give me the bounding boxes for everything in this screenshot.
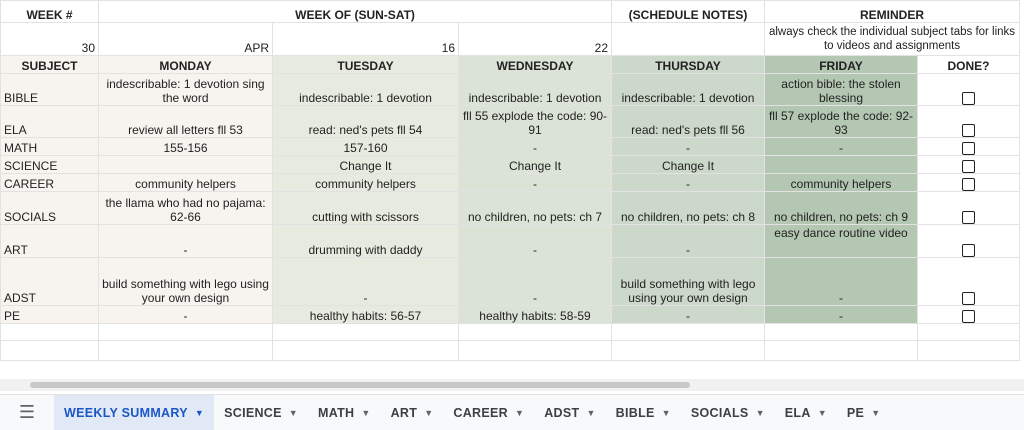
- tab-label: ELA: [784, 405, 811, 420]
- checkbox-icon[interactable]: [962, 178, 975, 191]
- caret-down-icon[interactable]: ▼: [755, 407, 765, 418]
- tab-bible[interactable]: [606, 395, 681, 430]
- tuesday-cell[interactable]: drumming with daddy: [273, 225, 459, 258]
- schedule-notes-cell[interactable]: [612, 23, 765, 56]
- friday-cell[interactable]: -: [765, 138, 918, 156]
- tuesday-cell[interactable]: -: [273, 258, 459, 306]
- tab-label: WEEKLY SUMMARY: [64, 405, 188, 420]
- week-of-label[interactable]: WEEK OF (SUN-SAT): [99, 1, 612, 23]
- caret-down-icon[interactable]: ▼: [586, 407, 596, 418]
- week-label[interactable]: WEEK #: [1, 1, 99, 23]
- col-header-wednesday[interactable]: WEDNESDAY: [459, 56, 612, 74]
- wednesday-cell[interactable]: Change It: [459, 156, 612, 174]
- col-header-tuesday[interactable]: TUESDAY: [273, 56, 459, 74]
- thursday-cell[interactable]: -: [612, 174, 765, 192]
- empty-cell[interactable]: [612, 324, 765, 341]
- caret-down-icon[interactable]: ▼: [361, 407, 371, 418]
- thursday-cell[interactable]: Change It: [612, 156, 765, 174]
- subject-cell[interactable]: BIBLE: [1, 74, 99, 106]
- table-row: [1, 138, 1020, 156]
- subject-cell[interactable]: CAREER: [1, 174, 99, 192]
- tab-ela[interactable]: [775, 395, 837, 430]
- monday-cell[interactable]: indescribable: 1 devotion sing the word: [99, 74, 273, 106]
- caret-down-icon[interactable]: ▼: [288, 407, 298, 418]
- reminder-text-cell[interactable]: always check the individual subject tabs for links to videos and assignments: [765, 23, 1020, 56]
- tab-math[interactable]: [308, 395, 381, 430]
- checkbox-icon[interactable]: [962, 142, 975, 155]
- col-header-monday[interactable]: MONDAY: [99, 56, 273, 74]
- done-cell[interactable]: [918, 225, 1020, 258]
- caret-down-icon[interactable]: ▼: [194, 407, 205, 418]
- subject-cell[interactable]: MATH: [1, 138, 99, 156]
- wednesday-cell[interactable]: -: [459, 174, 612, 192]
- thursday-cell[interactable]: no children, no pets: ch 8: [612, 192, 765, 225]
- tab-label: BIBLE: [615, 405, 655, 420]
- thursday-cell[interactable]: -: [612, 306, 765, 324]
- empty-cell[interactable]: [459, 324, 612, 341]
- monday-cell[interactable]: build something with lego using your own design: [99, 258, 273, 306]
- wednesday-cell[interactable]: no children, no pets: ch 7: [459, 192, 612, 225]
- checkbox-icon[interactable]: [962, 124, 975, 137]
- friday-cell[interactable]: action bible: the stolen blessing: [765, 74, 918, 106]
- wednesday-cell[interactable]: -: [459, 138, 612, 156]
- wednesday-cell[interactable]: fll 55 explode the code: 90-91: [459, 106, 612, 138]
- empty-cell[interactable]: [273, 324, 459, 341]
- wednesday-cell[interactable]: -: [459, 225, 612, 258]
- friday-cell[interactable]: easy dance routine video: [765, 225, 918, 258]
- tab-label: CAREER: [453, 405, 508, 420]
- subject-cell[interactable]: ELA: [1, 106, 99, 138]
- thursday-cell[interactable]: -: [612, 138, 765, 156]
- checkbox-icon[interactable]: [962, 292, 975, 305]
- table-row: [1, 106, 1020, 138]
- table-row: [1, 174, 1020, 192]
- col-header-friday[interactable]: FRIDAY: [765, 56, 918, 74]
- friday-cell[interactable]: [765, 156, 918, 174]
- end-day-cell[interactable]: 22: [459, 23, 612, 56]
- monday-cell[interactable]: community helpers: [99, 174, 273, 192]
- empty-cell[interactable]: [612, 341, 765, 361]
- tuesday-cell[interactable]: healthy habits: 56-57: [273, 306, 459, 324]
- tuesday-cell[interactable]: indescribable: 1 devotion: [273, 74, 459, 106]
- done-cell[interactable]: [918, 258, 1020, 306]
- thursday-cell[interactable]: read: ned's pets fll 56: [612, 106, 765, 138]
- friday-cell[interactable]: -: [765, 258, 918, 306]
- empty-cell[interactable]: [765, 341, 918, 361]
- tab-adst[interactable]: [534, 395, 605, 430]
- table-row: [1, 258, 1020, 306]
- monday-cell[interactable]: review all letters fll 53: [99, 106, 273, 138]
- tuesday-cell[interactable]: community helpers: [273, 174, 459, 192]
- month-cell[interactable]: APR: [99, 23, 273, 56]
- done-cell[interactable]: [918, 174, 1020, 192]
- tab-label: ART: [390, 405, 418, 420]
- checkbox-icon[interactable]: [962, 310, 975, 323]
- done-cell[interactable]: [918, 156, 1020, 174]
- wednesday-cell[interactable]: indescribable: 1 devotion: [459, 74, 612, 106]
- monday-cell[interactable]: -: [99, 225, 273, 258]
- thursday-cell[interactable]: build something with lego using your own design: [612, 258, 765, 306]
- scrollbar-thumb[interactable]: [30, 382, 690, 388]
- checkbox-icon[interactable]: [962, 160, 975, 173]
- tab-science[interactable]: [214, 395, 308, 430]
- empty-cell[interactable]: [459, 341, 612, 361]
- empty-cell[interactable]: [918, 324, 1020, 341]
- tab-label: SOCIALS: [690, 405, 749, 420]
- tab-label: PE: [846, 405, 865, 420]
- monday-cell[interactable]: [99, 156, 273, 174]
- monday-cell[interactable]: the llama who had no pajama: 62-66: [99, 192, 273, 225]
- done-cell[interactable]: [918, 306, 1020, 324]
- empty-cell[interactable]: [273, 341, 459, 361]
- tuesday-cell[interactable]: read: ned's pets fll 54: [273, 106, 459, 138]
- monday-cell[interactable]: -: [99, 306, 273, 324]
- wednesday-cell[interactable]: -: [459, 258, 612, 306]
- tuesday-cell[interactable]: Change It: [273, 156, 459, 174]
- caret-down-icon[interactable]: ▼: [661, 407, 671, 418]
- done-cell[interactable]: [918, 74, 1020, 106]
- week-number-cell[interactable]: 30: [1, 23, 99, 56]
- start-day-cell[interactable]: 16: [273, 23, 459, 56]
- tab-art[interactable]: [381, 395, 444, 430]
- tab-pe[interactable]: [837, 395, 891, 430]
- done-cell[interactable]: [918, 192, 1020, 225]
- hamburger-icon[interactable]: ☰: [18, 402, 36, 422]
- col-header-done[interactable]: DONE?: [918, 56, 1020, 74]
- col-header-subject[interactable]: SUBJECT: [1, 56, 99, 74]
- subject-cell[interactable]: ADST: [1, 258, 99, 306]
- subject-cell[interactable]: PE: [1, 306, 99, 324]
- checkbox-icon[interactable]: [962, 244, 975, 257]
- tab-label: MATH: [318, 405, 355, 420]
- tab-label: ADST: [544, 405, 580, 420]
- subject-cell[interactable]: SCIENCE: [1, 156, 99, 174]
- empty-cell[interactable]: [918, 341, 1020, 361]
- subject-cell[interactable]: SOCIALS: [1, 192, 99, 225]
- tuesday-cell[interactable]: 157-160: [273, 138, 459, 156]
- caret-down-icon[interactable]: ▼: [871, 407, 881, 418]
- empty-cell[interactable]: [99, 324, 273, 341]
- empty-cell[interactable]: [1, 324, 99, 341]
- empty-cell[interactable]: [765, 324, 918, 341]
- schedule-notes-label[interactable]: (SCHEDULE NOTES): [612, 1, 765, 23]
- checkbox-icon[interactable]: [962, 211, 975, 224]
- table-row: [1, 225, 1020, 258]
- thursday-cell[interactable]: indescribable: 1 devotion: [612, 74, 765, 106]
- done-cell[interactable]: [918, 106, 1020, 138]
- empty-cell[interactable]: [1, 341, 99, 361]
- done-cell[interactable]: [918, 138, 1020, 156]
- tab-label: SCIENCE: [224, 405, 282, 420]
- friday-cell[interactable]: -: [765, 306, 918, 324]
- table-row: [1, 192, 1020, 225]
- sheet-tab-bar: [0, 394, 1024, 430]
- horizontal-scrollbar[interactable]: [0, 379, 1024, 391]
- tuesday-cell[interactable]: cutting with scissors: [273, 192, 459, 225]
- tab-weekly-summary[interactable]: [54, 395, 214, 430]
- col-header-thursday[interactable]: THURSDAY: [612, 56, 765, 74]
- friday-cell[interactable]: community helpers: [765, 174, 918, 192]
- friday-cell[interactable]: no children, no pets: ch 9: [765, 192, 918, 225]
- empty-row: [1, 341, 1020, 361]
- tab-career[interactable]: [443, 395, 534, 430]
- friday-cell[interactable]: fll 57 explode the code: 92-93: [765, 106, 918, 138]
- tab-socials[interactable]: [681, 395, 775, 430]
- caret-down-icon[interactable]: ▼: [817, 407, 827, 418]
- empty-cell[interactable]: [99, 341, 273, 361]
- reminder-label[interactable]: REMINDER: [765, 1, 1020, 23]
- thursday-cell[interactable]: -: [612, 225, 765, 258]
- checkbox-icon[interactable]: [962, 92, 975, 105]
- caret-down-icon[interactable]: ▼: [515, 407, 525, 418]
- table-row: [1, 306, 1020, 324]
- wednesday-cell[interactable]: healthy habits: 58-59: [459, 306, 612, 324]
- caret-down-icon[interactable]: ▼: [424, 407, 434, 418]
- table-row: [1, 74, 1020, 106]
- empty-row: [1, 324, 1020, 341]
- table-row: [1, 156, 1020, 174]
- monday-cell[interactable]: 155-156: [99, 138, 273, 156]
- subject-cell[interactable]: ART: [1, 225, 99, 258]
